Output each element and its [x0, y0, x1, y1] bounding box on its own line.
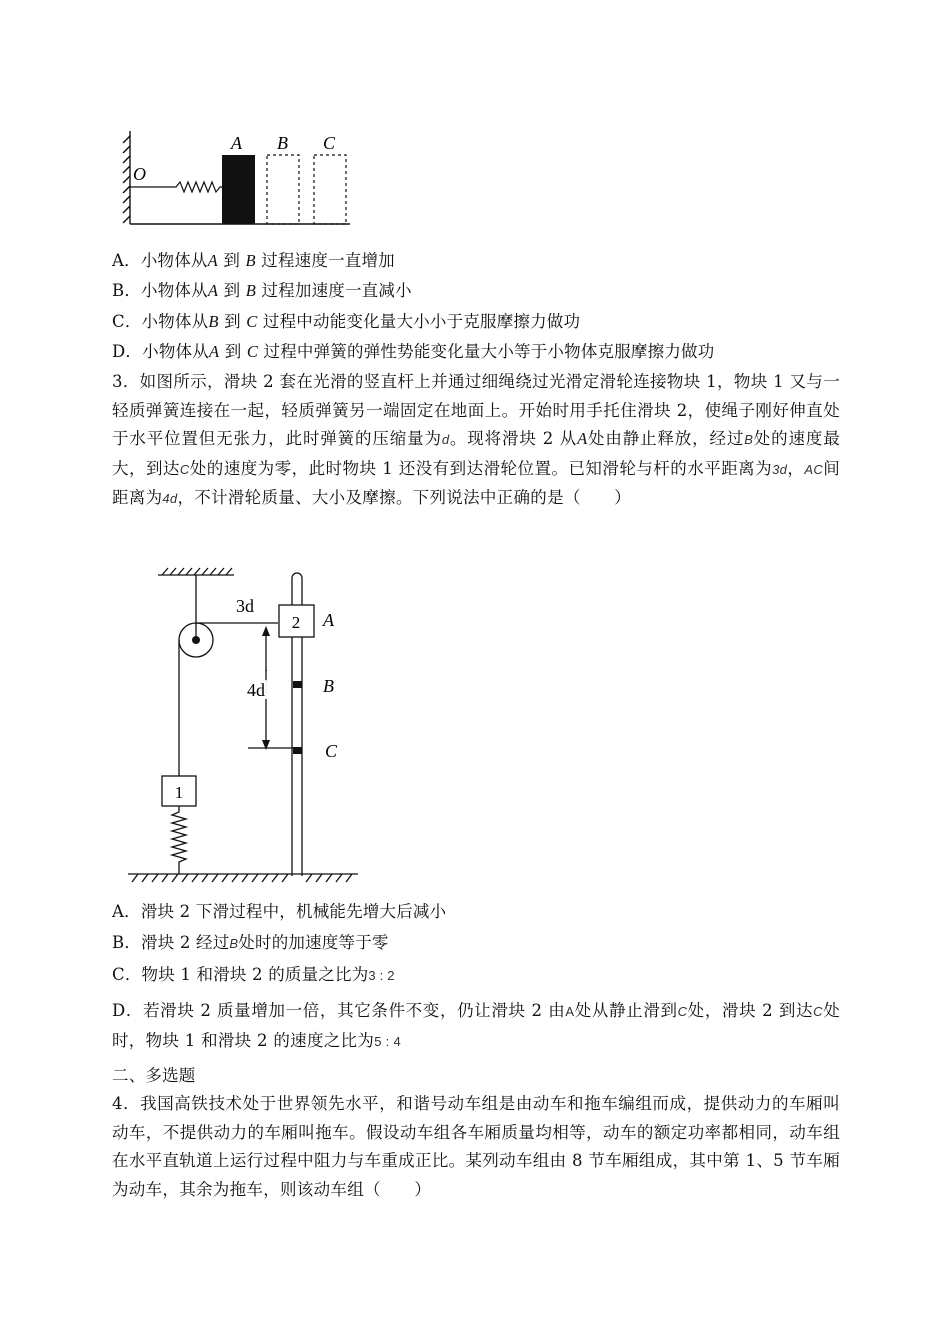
spring	[172, 806, 186, 874]
block-c-position	[314, 155, 346, 224]
q2-option-c[interactable]: C．小物体从B 到 C 过程中动能变化量大小小于克服摩擦力做功	[112, 312, 581, 331]
label-o: O	[133, 164, 146, 184]
label-block-1: 1	[174, 783, 184, 802]
label-3d: 3d	[236, 596, 254, 616]
q3-option-a[interactable]: A．滑块 2 下滑过程中，机械能先增大后减小	[112, 902, 447, 921]
q4-stem: 4．我国高铁技术处于世界领先水平，和谐号动车组是由动车和拖车编组而成，提供动力的车厢叫动车，不提供动力的车厢叫拖车。假设动车组各车厢质量均相等，动车的额定功率都相同，动车组在水平直轨道上运行过程中阻力与车重成正比。某列动车组由 8 节车厢组成，其中第 1、5 节车厢为动车，其余为拖车，则该动车组（ ）	[112, 1094, 840, 1199]
section-multi-choice: 二、多选题	[112, 1066, 196, 1085]
q3-stem: 3．如图所示，滑块 2 套在光滑的竖直杆上并通过细绳绕过光滑定滑轮连接物块 1，物块 1 又与一轻质弹簧连接在一起，轻质弹簧另一端固定在地面上。开始时用手托住滑块 2，使绳子刚好伸直处于水平位置但无张力，此时弹簧的压缩量为d。现将滑块 2 从A处由静止释放，经过B处的速度最大，到达C处的速度为零，此时物块 1 还没有到达滑轮位置。已知滑轮与杆的水平距离为3d，AC间距离为4d，不计滑轮质量、大小及摩擦。下列说法中正确的是（ ）	[112, 372, 841, 507]
q2-option-a[interactable]: A．小物体从A 到 B 过程速度一直增加	[112, 251, 395, 270]
label-b: B	[277, 133, 288, 153]
q3-option-d[interactable]: D．若滑块 2 质量增加一倍，其它条件不变，仍让滑块 2 由A处从静止滑到C处，滑块 2 到达C处时，物块 1 和滑块 2 的速度之比为5 : 4	[112, 1001, 840, 1050]
label-4d: 4d	[247, 680, 265, 700]
block-a	[222, 155, 255, 224]
label-block-2: 2	[291, 613, 301, 632]
q2-option-d[interactable]: D．小物体从A 到 C 过程中弹簧的弹性势能变化量大小等于小物体克服摩擦力做功	[112, 342, 715, 361]
label-b: B	[323, 676, 334, 696]
label-c: C	[325, 741, 338, 761]
label-a: A	[323, 610, 334, 630]
mark-c	[293, 747, 302, 754]
pulley-figure	[118, 560, 358, 886]
q3-option-b[interactable]: B．滑块 2 经过B处时的加速度等于零	[112, 933, 389, 952]
label-a: A	[231, 133, 242, 153]
q2-option-b[interactable]: B．小物体从A 到 B 过程加速度一直减小	[112, 281, 412, 300]
spring-block-figure	[118, 128, 358, 230]
mark-b	[293, 681, 302, 688]
block-b-position	[267, 155, 299, 224]
label-c: C	[323, 133, 336, 153]
q3-option-c[interactable]: C．物块 1 和滑块 2 的质量之比为3 : 2	[112, 965, 395, 984]
